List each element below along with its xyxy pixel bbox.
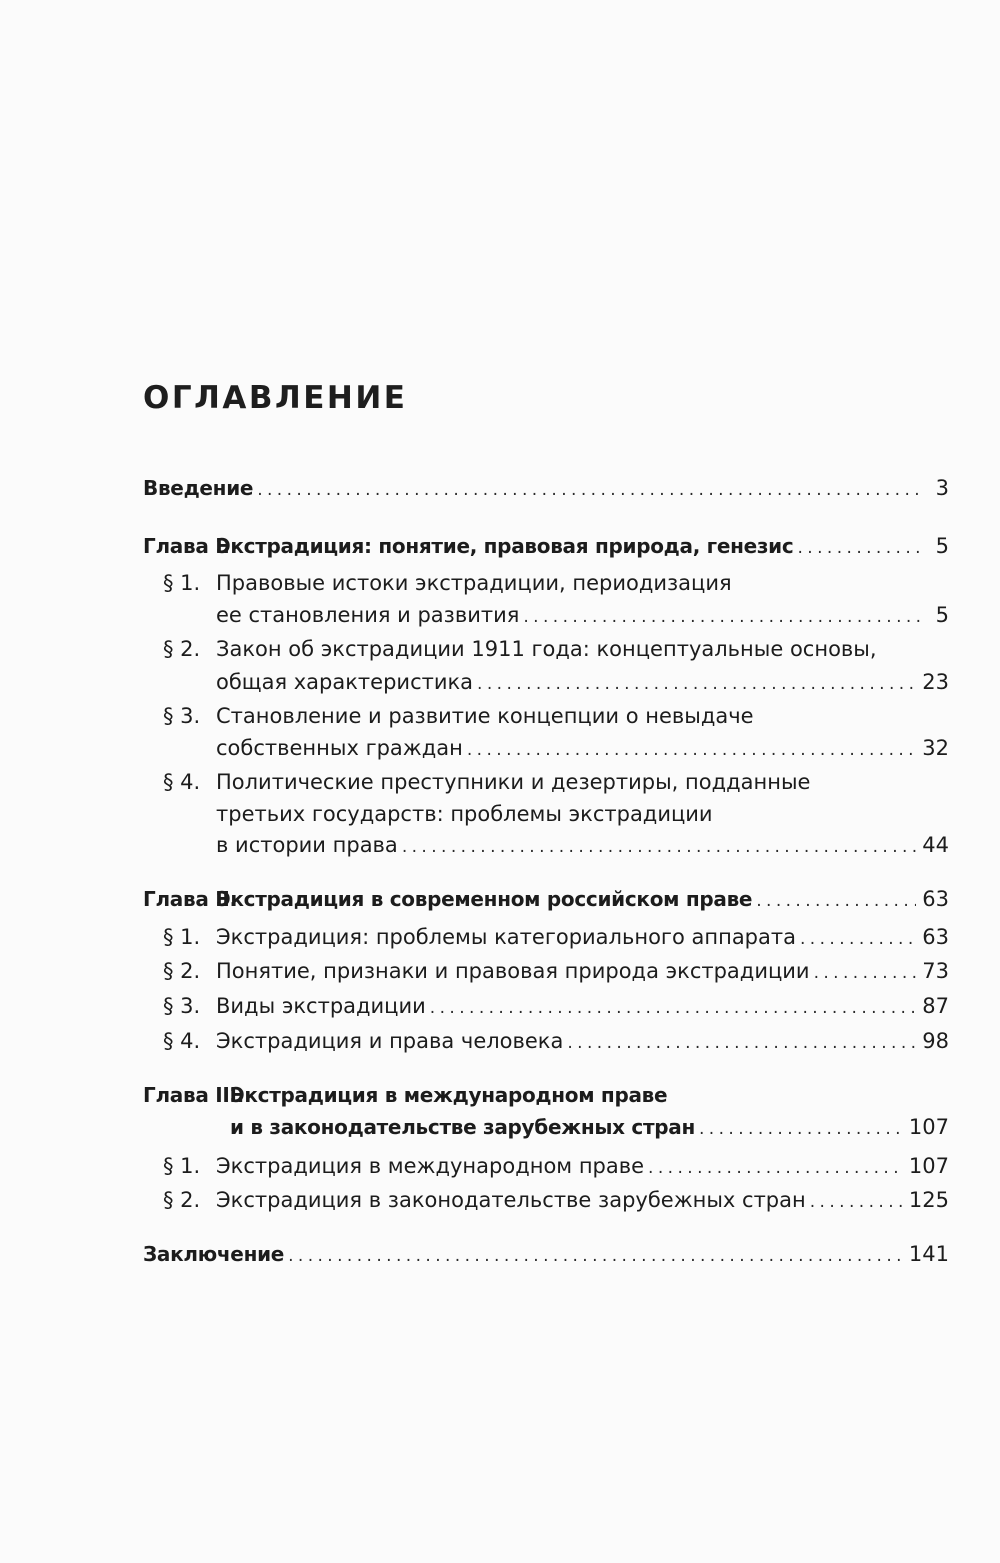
dot-leader xyxy=(800,922,916,956)
toc-entry-title: Введение xyxy=(143,476,254,500)
dot-leader xyxy=(257,473,921,507)
toc-entry-2-1[interactable] xyxy=(143,920,949,954)
dot-leader xyxy=(523,600,921,634)
section-number: § 1. xyxy=(163,571,201,595)
toc-entry-1-1-line-1[interactable] xyxy=(143,566,949,600)
toc-page-number: 63 xyxy=(922,925,949,949)
toc-entry-title-continued: третьих государств: проблемы экстрадиции xyxy=(216,802,713,826)
toc-page-number: 5 xyxy=(935,603,949,627)
dot-leader xyxy=(477,667,916,701)
toc-page-number: 23 xyxy=(922,670,949,694)
section-number: § 2. xyxy=(163,959,201,983)
toc-entry-1-3-line-1[interactable] xyxy=(143,699,949,733)
dot-leader xyxy=(430,991,916,1025)
dot-leader xyxy=(810,1185,903,1219)
toc-entry-title: Правовые истоки экстрадиции, периодизация xyxy=(216,571,732,595)
section-number: § 1. xyxy=(163,925,201,949)
toc-entry-title: Понятие, признаки и правовая природа экстрадиции xyxy=(216,959,810,983)
toc-entry-title: Закон об экстрадиции 1911 года: концептуальные основы, xyxy=(216,637,877,661)
toc-entry-title-continued: ее становления и развития xyxy=(216,603,520,627)
toc-entry-title-continued: собственных граждан xyxy=(216,736,463,760)
toc-entry-introduction[interactable] xyxy=(143,471,949,505)
section-number: § 2. xyxy=(163,637,201,661)
toc-entry-2-4[interactable] xyxy=(143,1024,949,1058)
toc-entry-1-4-line-3[interactable] xyxy=(143,828,949,862)
toc-entry-title-continued: в истории права xyxy=(216,833,398,857)
toc-entry-title: Экстрадиция в современном российском праве xyxy=(216,887,753,911)
toc-page-number: 63 xyxy=(922,887,949,911)
dot-leader xyxy=(699,1112,903,1146)
chapter-number: Глава III. xyxy=(143,1083,244,1107)
toc-entry-title: Политические преступники и дезертиры, подданные xyxy=(216,770,811,794)
toc-page-number: 5 xyxy=(935,534,949,558)
toc-entry-title: Заключение xyxy=(143,1242,285,1266)
toc-entry-2-2[interactable] xyxy=(143,954,949,988)
toc-entry-1-1-line-2[interactable] xyxy=(143,598,949,632)
toc-entry-3-1[interactable] xyxy=(143,1149,949,1183)
toc-entry-1-2-line-1[interactable] xyxy=(143,632,949,666)
toc-page-number: 32 xyxy=(922,736,949,760)
toc-entry-chapter-2[interactable] xyxy=(143,882,949,916)
section-number: § 3. xyxy=(163,704,201,728)
toc-entry-title: Экстрадиция в международном праве xyxy=(230,1083,668,1107)
toc-entry-1-4-line-1[interactable] xyxy=(143,765,949,799)
dot-leader xyxy=(402,830,916,864)
toc-entry-1-4-line-2[interactable] xyxy=(143,797,949,831)
toc-entry-3-2[interactable] xyxy=(143,1183,949,1217)
dot-leader xyxy=(648,1151,903,1185)
toc-page-number: 73 xyxy=(922,959,949,983)
chapter-number: Глава II. xyxy=(143,887,237,911)
section-number: § 4. xyxy=(163,1029,201,1053)
toc-entry-title: Экстрадиция: проблемы категориального аппарата xyxy=(216,925,796,949)
toc-entry-title: Экстрадиция и права человека xyxy=(216,1029,564,1053)
toc-entry-2-3[interactable] xyxy=(143,989,949,1023)
dot-leader xyxy=(797,531,921,565)
toc-entry-title: Становление и развитие концепции о невыдаче xyxy=(216,704,754,728)
toc-page-number: 107 xyxy=(908,1154,949,1178)
dot-leader xyxy=(288,1239,903,1273)
toc-page-number: 98 xyxy=(922,1029,949,1053)
toc-page-number: 44 xyxy=(922,833,949,857)
toc-entry-title: Экстрадиция в международном праве xyxy=(216,1154,645,1178)
toc-entry-title: Экстрадиция: понятие, правовая природа, генезис xyxy=(216,534,794,558)
toc-entry-title: Виды экстрадиции xyxy=(216,994,426,1018)
dot-leader xyxy=(756,884,916,918)
chapter-number: Глава I. xyxy=(143,534,230,558)
toc-entry-chapter-1[interactable] xyxy=(143,529,949,563)
dot-leader xyxy=(467,733,916,767)
toc-entry-title: Экстрадиция в законодательстве зарубежных стран xyxy=(216,1188,806,1212)
toc-entry-1-2-line-2[interactable] xyxy=(143,665,949,699)
dot-leader xyxy=(814,956,917,990)
section-number: § 2. xyxy=(163,1188,201,1212)
dot-leader xyxy=(567,1026,916,1060)
toc-entry-conclusion[interactable] xyxy=(143,1237,949,1271)
toc-entry-1-3-line-2[interactable] xyxy=(143,731,949,765)
toc-entry-chapter-3-line-2[interactable] xyxy=(143,1110,949,1144)
toc-entry-chapter-3-line-1[interactable] xyxy=(143,1078,949,1112)
toc-entry-title-continued: и в законодательстве зарубежных стран xyxy=(230,1115,695,1139)
toc-page-number: 87 xyxy=(922,994,949,1018)
toc-page-number: 3 xyxy=(935,476,949,500)
section-number: § 3. xyxy=(163,994,201,1018)
toc-page-number: 141 xyxy=(908,1242,949,1266)
page-title: ОГЛАВЛЕНИЕ xyxy=(143,380,408,416)
section-number: § 4. xyxy=(163,770,201,794)
toc-page-number: 107 xyxy=(908,1115,949,1139)
toc-entry-title-continued: общая характеристика xyxy=(216,670,474,694)
toc-page-number: 125 xyxy=(908,1188,949,1212)
section-number: § 1. xyxy=(163,1154,201,1178)
